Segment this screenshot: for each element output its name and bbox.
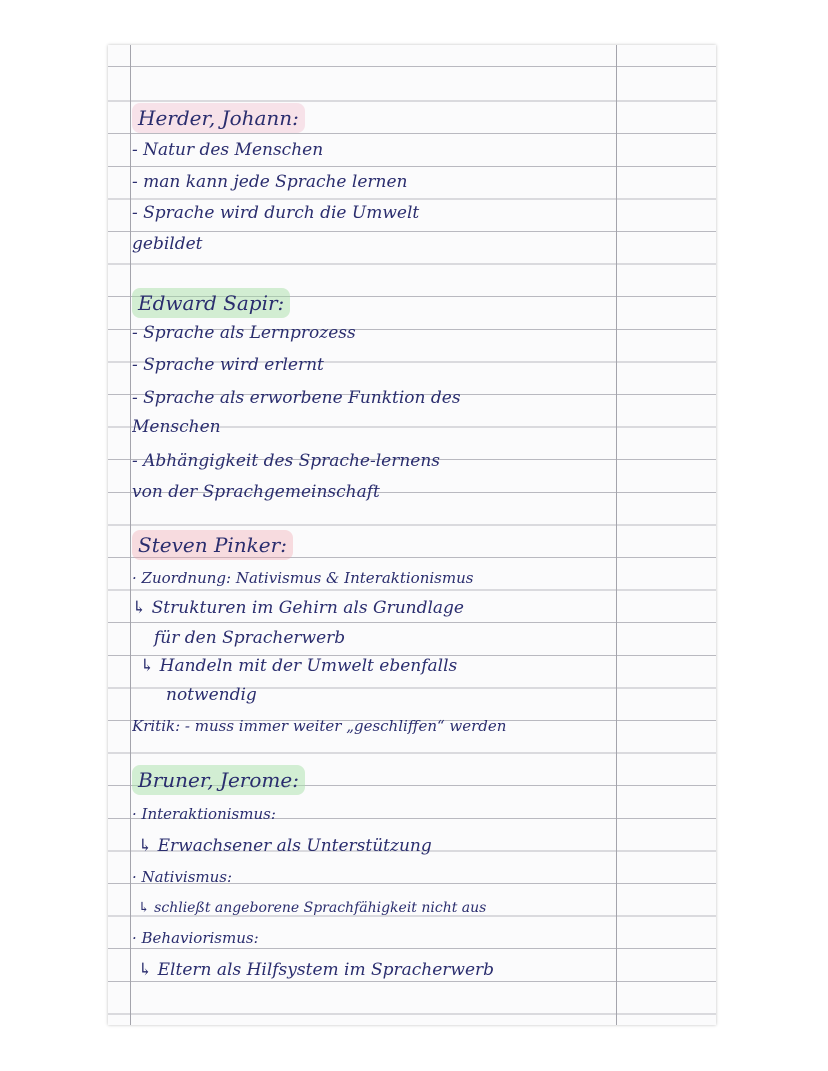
- sapir-line-6: von der Sprachgemeinschaft: [132, 482, 380, 502]
- sapir-line-3: - Sprache als erworbene Funktion des: [132, 388, 461, 408]
- pinker-critique: Kritik: - muss immer weiter „geschliffen“ werden: [132, 717, 507, 735]
- notebook-page: [108, 45, 716, 1025]
- herder-line-1: - Natur des Menschen: [132, 140, 324, 160]
- sapir-line-2: - Sprache wird erlernt: [132, 355, 324, 375]
- left-margin-line: [130, 45, 131, 1025]
- herder-line-3: - Sprache wird durch die Umwelt: [132, 203, 420, 223]
- herder-line-4: gebildet: [132, 234, 203, 254]
- bruner-line-2: ↳ Erwachsener als Unterstützung: [138, 836, 432, 856]
- pinker-line-5: notwendig: [166, 685, 257, 705]
- sapir-line-4: Menschen: [132, 417, 221, 437]
- pinker-line-1: · Zuordnung: Nativismus & Interaktionismus: [132, 569, 474, 587]
- sapir-heading: Edward Sapir:: [132, 288, 622, 318]
- pinker-line-2: ↳ Strukturen im Gehirn als Grundlage: [132, 598, 464, 618]
- sapir-line-1: - Sprache als Lernprozess: [132, 323, 356, 343]
- bruner-line-6: ↳ Eltern als Hilfsystem im Spracherwerb: [138, 960, 495, 980]
- sapir-line-5: - Abhängigkeit des Sprache-lernens: [132, 451, 441, 471]
- herder-heading: Herder, Johann:: [132, 103, 622, 133]
- pinker-heading: Steven Pinker:: [132, 530, 622, 560]
- bruner-line-4: ↳ schließt angeborene Sprachfähigkeit nicht aus: [138, 900, 487, 916]
- bruner-line-3: · Nativismus:: [132, 868, 233, 886]
- bruner-line-5: · Behaviorismus:: [132, 929, 259, 947]
- pinker-line-3: für den Spracherwerb: [154, 628, 346, 648]
- bruner-line-1: · Interaktionismus:: [132, 805, 276, 823]
- pinker-line-4: ↳ Handeln mit der Umwelt ebenfalls: [140, 656, 458, 676]
- herder-line-2: - man kann jede Sprache lernen: [132, 172, 408, 192]
- bruner-heading: Bruner, Jerome:: [132, 765, 622, 795]
